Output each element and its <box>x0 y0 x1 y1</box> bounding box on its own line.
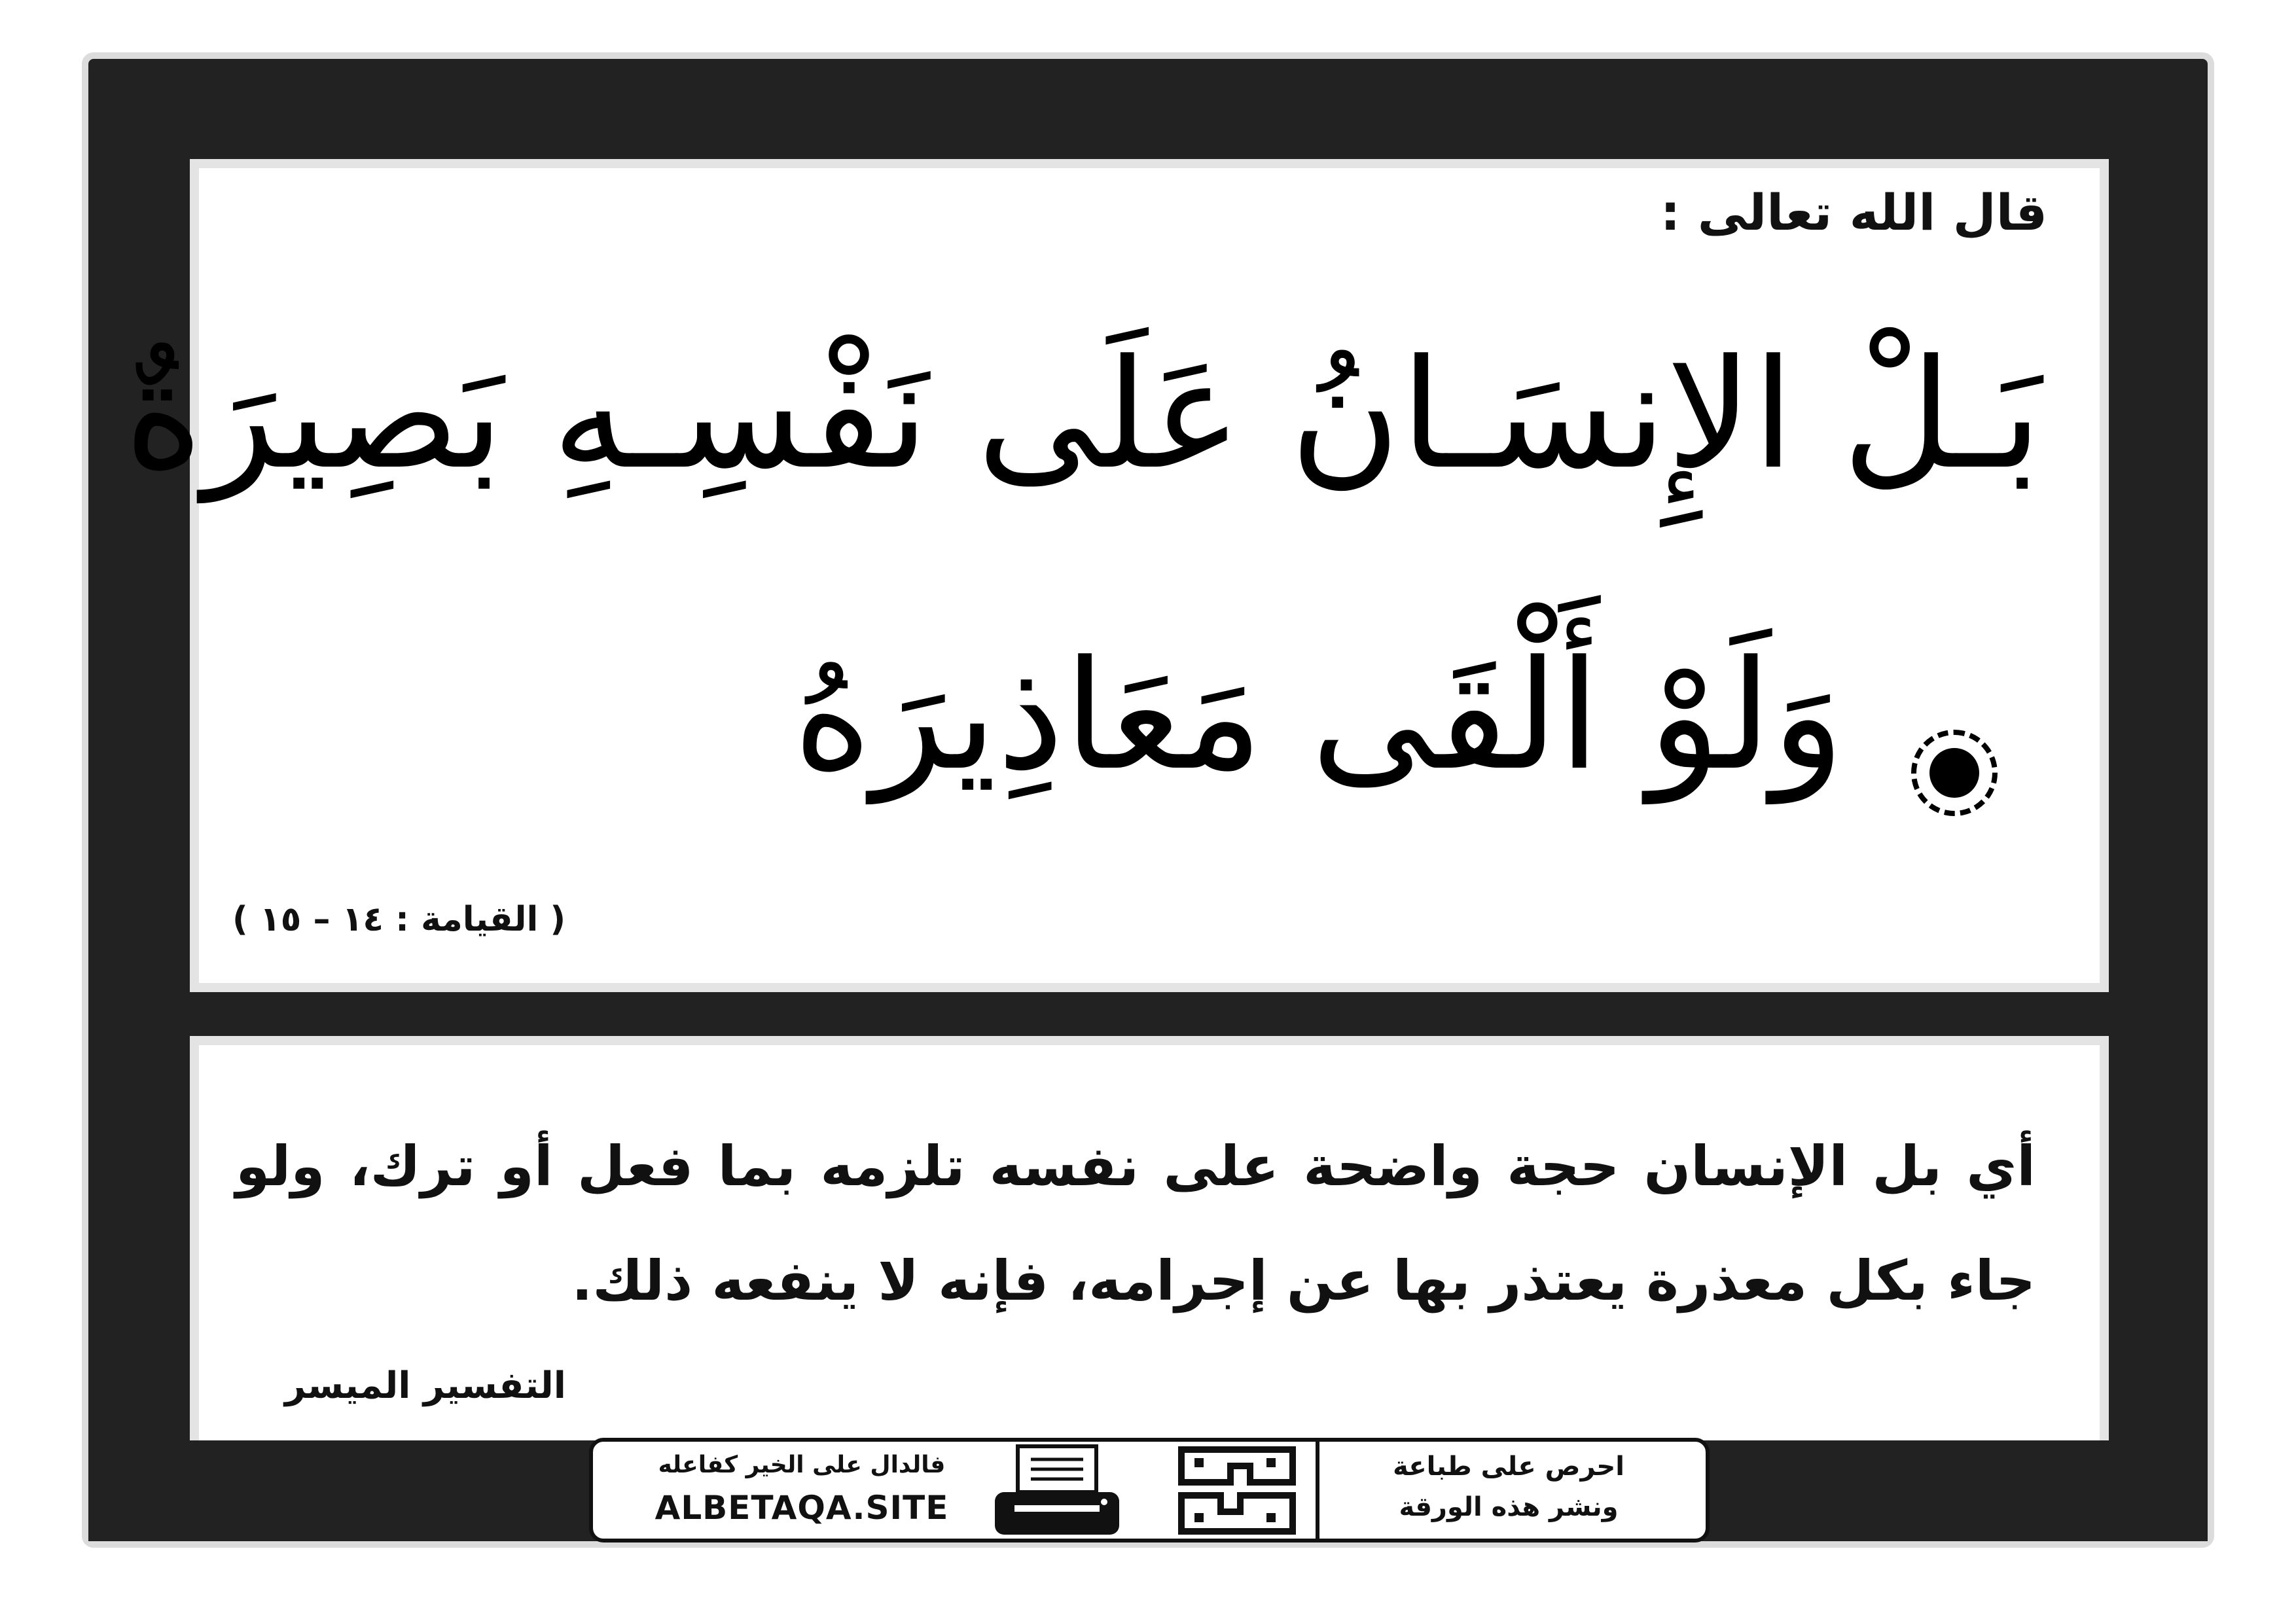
logo-calligraphy-icon <box>1172 1440 1302 1538</box>
verse-intro: قال الله تعالى : <box>1660 183 2047 241</box>
verse-line-2: وَلَوْ أَلْقَى مَعَاذِيرَهُ <box>793 629 1844 804</box>
verse-reference: ( القيامة : ١٤ – ١٥ ) <box>232 900 566 939</box>
printer-icon <box>992 1443 1122 1538</box>
verse-panel <box>124 159 2109 992</box>
footer-note-line-2: ونشر هذه الورقة <box>1399 1492 1619 1522</box>
footer-right-block <box>1731 1440 2208 1541</box>
tafsir-source: التفسير الميسر <box>284 1364 566 1407</box>
footer-note-line-1: احرص على طباعة <box>1393 1452 1624 1482</box>
verse-line-1: بَـلْ الإِنسَـانُ عَلَى نَفْسِـهِ بَصِيرَةٌ <box>124 328 2042 503</box>
ayah-end-marker-icon <box>1911 730 1998 816</box>
tafsir-text: أي بل الإنسان حجة واضحة على نفسه تلزمه بما فعل أو ترك، ولو جاء بكل معذرة يعتذر بها عن إجرامه، فإنه لا ينفعه ذلك. <box>236 1134 2036 1313</box>
footer-slogan: فالدال على الخير كفاعله <box>658 1452 946 1478</box>
footer-left-block <box>88 1440 573 1541</box>
footer-divider <box>1316 1438 1319 1543</box>
footer-site-link[interactable]: ALBETAQA.SITE <box>655 1489 949 1527</box>
